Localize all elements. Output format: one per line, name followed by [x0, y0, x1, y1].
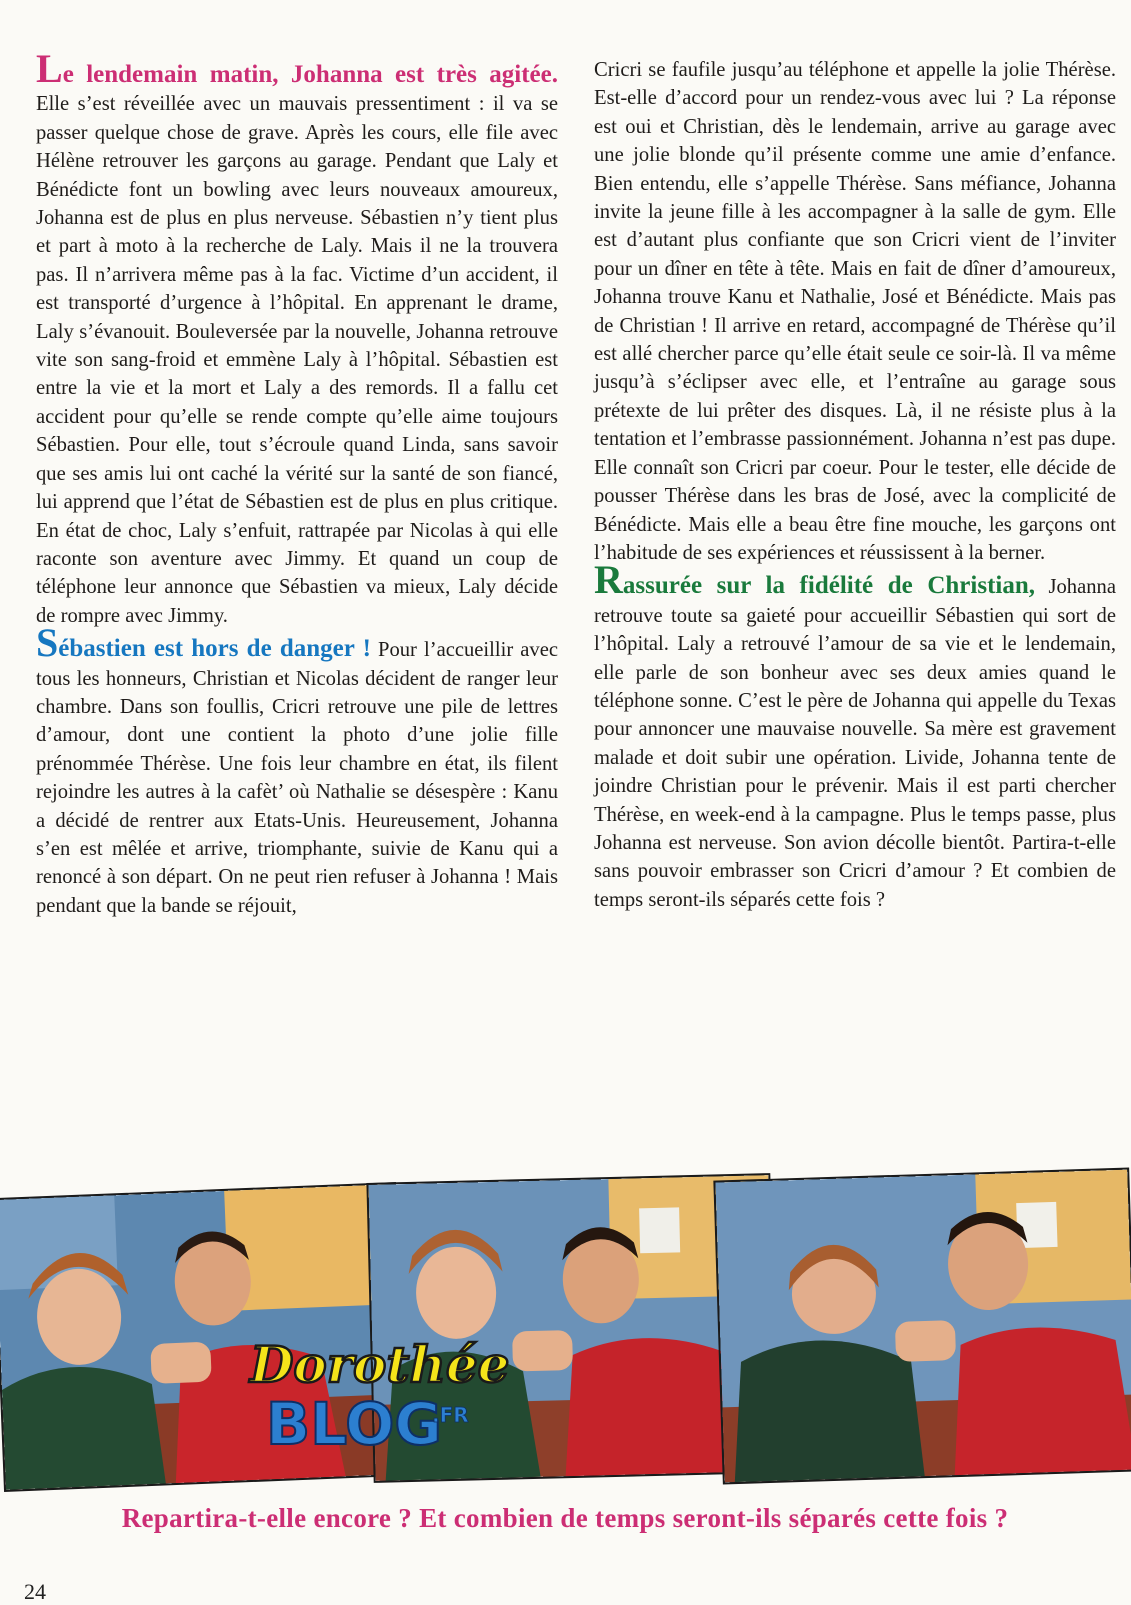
watermark-logo [242, 1330, 522, 1460]
section-4-lead [594, 557, 1035, 603]
section-2-lead [36, 620, 371, 666]
section-2-lead-text: ébastien est hors de danger ! [58, 635, 371, 663]
section-2-body: Pour l’accueillir avec tous les honneurs, Christian et Nicolas décident de ranger leur chambre. Dans son foullis, Cricri retrouve une pile de lettres d’amour, dont une contient la photo d’une jolie fille prénommée Thérèse. Une fois leur chambre en état, ils filent rejoindre les autres à la cafèt’ où Nathalie se désespère : Kanu a décidé de rentrer aux Etats-Unis. Heureusement, Johanna s’en est mêlée et arrive, triomphante, suivie de Kanu qui a renoncé à son départ. On ne peut rien refuser à Johanna ! Mais pendant que la bande se réjouit, [36, 639, 558, 917]
section-1 [36, 46, 558, 630]
section-1-lead [36, 46, 558, 91]
section-1-lead-text: e lendemain matin, Johanna est très agitée. [62, 61, 558, 88]
photo-caption: Repartira-t-elle encore ? Et combien de temps seront-ils séparés cette fois ? [121, 1503, 1009, 1533]
watermark-line2: BLOG [266, 1390, 443, 1458]
section-3-body: Cricri se faufile jusqu’au téléphone et appelle la jolie Thérèse. Est-elle d’accord pour un rendez-vous avec lui ? La réponse est oui et Christian, dès le lendemain, arrive au garage avec une jolie blonde qu’il présente comme une amie d’enfance. Bien entendu, elle s’appelle Thérèse. Sans méfiance, Johanna invite la jeune fille à les accompagner à la salle de gym. Elle est d’autant plus confiante que son Cricri vient de l’inviter pour un dîner en tête à tête. Mais en fait de dîner d’amoureux, Johanna trouve Kanu et Nathalie, José et Bénédicte. Mais pas de Christian ! Il arrive en retard, accompagné de Thérèse qu’il est allé chercher parce qu’elle était seule ce soir-là. Il va même jusqu’à s’éclipser avec elle, et l’entraîne au garage sous prétexte de lui prêter des disques. Là, il ne résiste plus à la tentation et l’embrasse passionnément. Johanna n’est pas dupe. Elle connaît son Cricri par coeur. Pour le tester, elle décide de pousser Thérèse dans les bras de José, avec la complicité de Bénédicte. Mais elle a beau être fine mouche, les garçons ont l’habitude de ses expériences et réussissent à la berner. [594, 59, 1116, 564]
section-2-dropcap: S [36, 620, 59, 666]
section-1-dropcap: L [36, 46, 63, 91]
section-4-lead-text: assurée sur la fidélité de Christian, [622, 572, 1035, 600]
section-4 [594, 557, 1116, 914]
right-column [594, 56, 1116, 914]
left-column [36, 46, 558, 920]
section-2 [36, 620, 558, 920]
photo-arm-wrestling-3 [715, 1170, 1131, 1483]
section-3 [594, 56, 1116, 567]
watermark-line3: .FR [432, 1403, 469, 1427]
section-4-body: Johanna retrouve toute sa gaieté pour accueillir Sébastien qui sort de l’hôpital. Laly a retrouvé l’amour de sa vie et le lendemain, elle parle de son bonheur avec ses deux amies quand le téléphone sonne. C’est le père de Johanna qui appelle du Texas pour annoncer une mauvaise nouvelle. Sa mère est gravement malade et doit subir une opération. Livide, Johanna tente de joindre Christian pour le prévenir. Mais il est parti chercher Thérèse, en week-end à la campagne. Plus le temps passe, plus Johanna est nerveuse. Son avion décolle bientôt. Partira-t-elle sans pouvoir embrasser son Cricri d’amour ? Et combien de temps seront-ils séparés cette fois ? [594, 576, 1116, 911]
section-1-body: Elle s’est réveillée avec un mauvais pressentiment : il va se passer quelque chose de grave. Après les cours, elle file avec Hélène retrouver les garçons au garage. Pendant que Laly et Bénédicte font un bowling avec leurs nouveaux amoureux, Johanna est de plus en plus nerveuse. Sébastien n’y tient plus et part à moto à la recherche de Laly. Mais il ne la trouvera pas. Il n’arrivera même pas à la fac. Victime d’un accident, il est transporté d’urgence à l’hôpital. En apprenant le drame, Laly s’évanouit. Bouleversée par la nouvelle, Johanna retrouve vite son sang-froid et emmène Laly à l’hôpital. Sébastien est entre la vie et la mort et Laly a des remords. Il a fallu cet accident pour qu’elle se rende compte qu’elle aime toujours Sébastien. Pour elle, tout s’écroule quand Linda, sans savoir que ses amis lui ont caché la vérité sur la santé de son fiancé, lui apprend que l’état de Sébastien est de plus en plus critique. En état de choc, Laly s’enfuit, rattrapée par Nicolas à qui elle raconte son aventure avec Jimmy. Et quand un coup de téléphone leur annonce que Sébastien va mieux, Laly décide de rompre avec Jimmy. [36, 93, 558, 627]
photo-strip [0, 1150, 1131, 1490]
section-4-dropcap: R [594, 557, 623, 603]
watermark-line1: Dorothée [250, 1335, 510, 1394]
page-number: 24 [24, 1579, 46, 1604]
